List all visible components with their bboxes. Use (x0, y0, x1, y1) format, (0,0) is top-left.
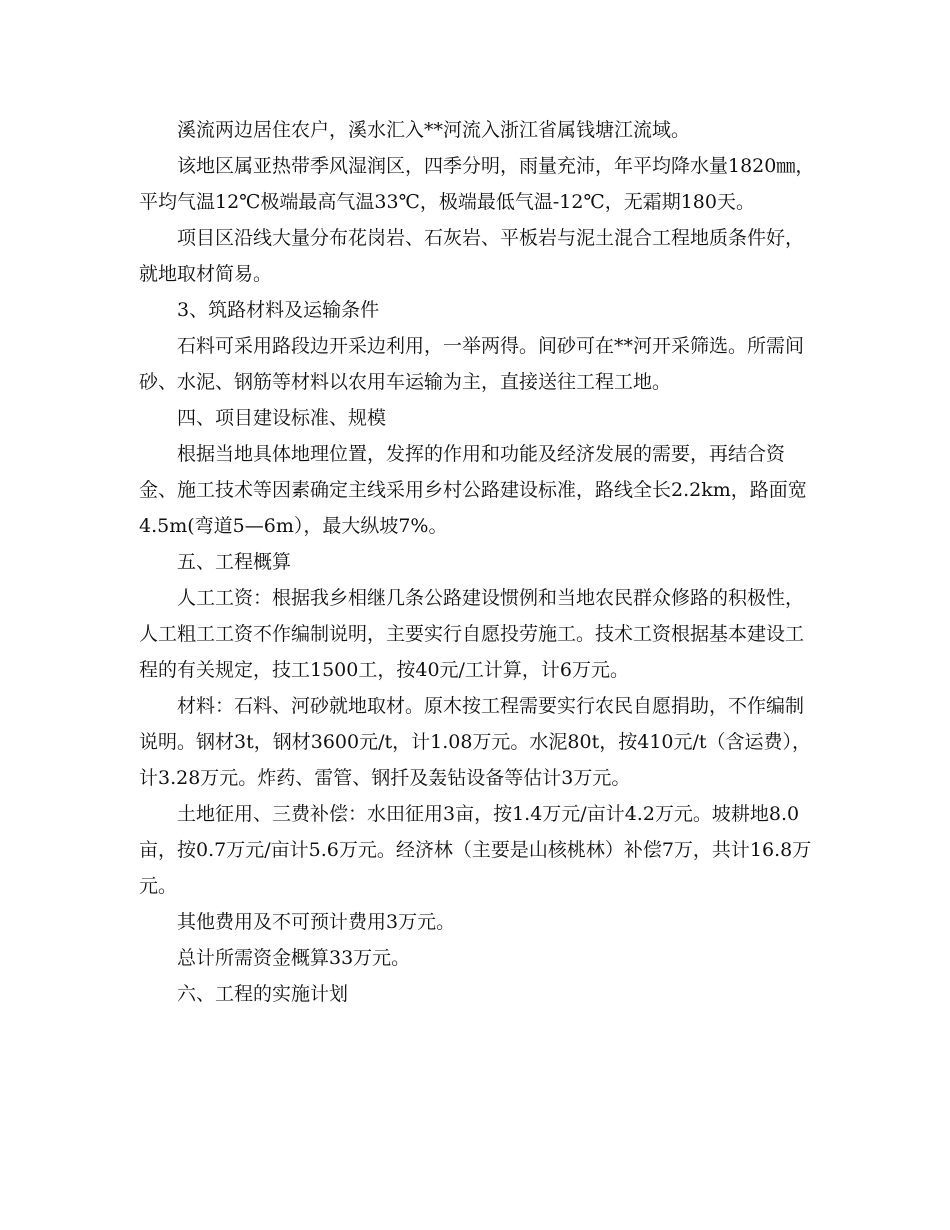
paragraph-other-costs: 其他费用及不可预计费用3万元。 (177, 911, 456, 933)
section-heading-implementation-plan: 六、工程的实施计划 (177, 983, 349, 1005)
paragraph-climate: 该地区属亚热带季风湿润区，四季分明，雨量充沛，年平均降水量1820㎜，平均气温12℃极端最高气温33℃，极端最低气温-12℃，无霜期180天。 (139, 155, 815, 213)
section-heading-budget: 五、工程概算 (177, 551, 292, 573)
paragraph-total-budget: 总计所需资金概算33万元。 (177, 947, 411, 969)
paragraph-river-flow: 溪流两边居住农户，溪水汇入**河流入浙江省属钱塘江流域。 (177, 119, 691, 141)
paragraph-land-compensation: 土地征用、三费补偿：水田征用3亩，按1.4万元/亩计4.2万元。坡耕地8.0亩，按0.7万元/亩计5.6万元。经济林（主要是山核桃林）补偿7万，共计16.8万元。 (139, 803, 812, 897)
paragraph-material-cost: 材料：石料、河砂就地取材。原木按工程需要实行农民自愿捐助，不作编制说明。钢材3t，钢材3600元/t，计1.08万元。水泥80t，按410元/t（含运费），计3.28万元。炸药、雷管、钢扦及轰钻设备等估计3万元。 (139, 695, 812, 789)
section-heading-materials-transport: 3、筑路材料及运输条件 (177, 299, 380, 321)
document-body (139, 112, 819, 1012)
paragraph-geology: 项目区沿线大量分布花岗岩、石灰岩、平板岩与泥土混合工程地质条件好，就地取材简易。 (139, 227, 805, 285)
section-heading-standards-scale: 四、项目建设标准、规模 (177, 407, 387, 429)
paragraph-labor-cost: 人工工资：根据我乡相继几条公路建设惯例和当地农民群众修路的积极性，人工粗工工资不作编制说明，主要实行自愿投劳施工。技术工资根据基本建设工程的有关规定，技工1500工，按40元/工计算，计6万元。 (139, 587, 805, 681)
paragraph-materials-transport: 石料可采用路段边开采边利用，一举两得。间砂可在**河开采筛选。所需间砂、水泥、钢筋等材料以农用车运输为主，直接送往工程工地。 (139, 335, 805, 393)
paragraph-standards-scale: 根据当地具体地理位置，发挥的作用和功能及经济发展的需要，再结合资金、施工技术等因素确定主线采用乡村公路建设标准，路线全长2.2km，路面宽4.5m(弯道5—6m），最大纵坡7%。 (139, 443, 807, 537)
